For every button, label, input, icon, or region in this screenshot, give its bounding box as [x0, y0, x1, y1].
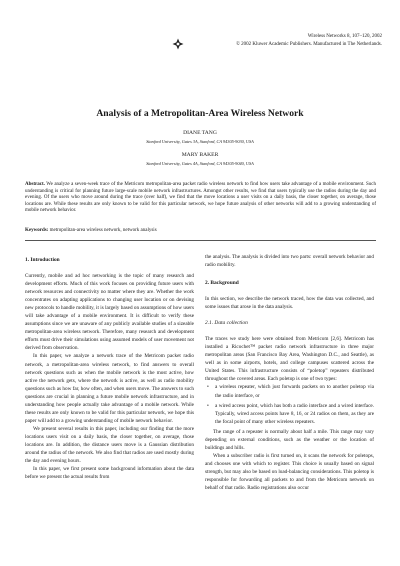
- body-paragraph: The traces we study here were obtained from Metricom [2,6]. Metricom has installed a Ricochet™ packet radio network infrastructure in three major metropolitan areas (San Francisco Bay Area, Washington D.C., and Seattle), as well as in some airports, hotels, and college campuses scattered across the United States. This infrastructure consists of “poletop” repeaters distributed throughout the covered areas. Each poletop is one of two types:: [205, 336, 374, 383]
- paper-title: Analysis of a Metropolitan-Area Wireless Network: [96, 108, 304, 119]
- author-name: MARY BAKER: [181, 152, 219, 158]
- bullet-list: [205, 383, 374, 425]
- bullet-icon: •: [207, 402, 209, 409]
- keywords-text: metropolitan-area wireless network, network analysis: [49, 228, 157, 233]
- body-paragraph: The range of a repeater is normally about half a mile. This range may vary depending on external conditions, such as the weather or the location of buildings and hills.: [205, 428, 374, 451]
- list-item-text: a wireless repeater, which just forwards packets on to another poletop via the radio interface, or: [215, 384, 374, 399]
- copyright-notice: © 2002 Kluwer Academic Publishers. Manufactured in The Netherlands.: [236, 42, 382, 47]
- list-item: [205, 383, 374, 399]
- section-divider: [25, 240, 376, 241]
- body-paragraph: Currently, mobile and ad hoc networking is the topic of many research and development efforts. Much of this work focuses on providing future users with network resources and connectivity no matter where they are. Whether the work concentrates on adapting applications to changing user location or on devising new protocols to handle mobility, it is largely based on assumptions of how users will take advantage of a mobile environment. It is difficult to verify these assumptions since we are unaware of any publicly available studies of a sizeable metropolitan-area wireless network. Therefore, many research and development efforts must drive their simulations using assumed models of user movement not derived from observation.: [25, 273, 194, 352]
- right-column: [205, 253, 374, 492]
- list-item-text: a wired access point, which has both a radio interface and a wired interface. Typically, wired access points have 8, 16, or 24 radios on them, as they are the focal point of many other wireless repeaters.: [215, 402, 374, 425]
- abstract-label: Abstract.: [25, 182, 45, 187]
- abstract-text: We analyze a seven-week trace of the Metricom metropolitan-area packet radio wireless network to find how users take advantage of a mobile environment. Such understanding is critical for planning future large-scale mobile network infrastructures. Amongst other results, we find that users typically use the radios during the day and evening. Of the users who move around during the trace (over half), we find that the move locations a user visits on a daily basis, the closer together, on average, those locations are. While these results are only known to be valid for this particular network, we hope future analysis of other networks will add to a growing understanding of mobile network behavior.: [25, 182, 376, 214]
- list-item: [205, 402, 374, 426]
- subsection-heading: 2.1. Data collection: [205, 320, 248, 327]
- kluwer-logo-icon: [172, 38, 184, 50]
- bullet-icon: •: [207, 384, 209, 391]
- body-paragraph: In this paper, we analyze a network trace of the Metricom packet radio network, a metropolitan-area wireless network, to find answers to overall network questions such as when the mobile network is the most active, how active the network gets, where the network is active, as well as radio mobility questions such as how far, how often, and when users move. The answers to such questions are crucial in planning a future mobile network infrastructure, and in understanding how people actually take advantage of a mobile network. While these results are only known to be valid for this particular network, we hope this paper will add to a growing understanding of mobile network behavior.: [25, 353, 194, 424]
- section-heading: 1. Introduction: [25, 257, 60, 263]
- journal-citation: Wireless Networks 8, 107–120, 2002: [307, 34, 382, 39]
- body-paragraph: the analysis. The analysis is divided into two parts: overall network behavior and radio mobility.: [205, 254, 374, 269]
- keywords-label: Keywords:: [25, 228, 49, 233]
- left-column: [25, 256, 194, 481]
- body-paragraph: When a subscriber radio is first turned on, it scans the network for poletops, and chooses one with which to register. This choice is usually based on signal strength, but may also be based on load-balancing considerations. This poletop is responsible for forwarding all packets to and from the Metricom network on behalf of that radio. Radio registrations also occur: [205, 452, 374, 492]
- body-paragraph: In this section, we describe the network traced, how the data was collected, and some issues that arose in the data analysis.: [205, 296, 374, 311]
- author-name: DIANE TANG: [183, 130, 217, 136]
- abstract: [25, 182, 376, 215]
- author-affiliation: Stanford University, Gates 4A, Stanford, CA 94305-9040, USA: [146, 161, 254, 166]
- body-paragraph: In this paper, we first present some background information about the data before we present the actual results from: [25, 466, 194, 481]
- section-heading: 2. Background: [205, 280, 239, 287]
- author-affiliation: Stanford University, Gates 3A, Stanford, CA 94305-9030, USA: [146, 139, 254, 144]
- keywords: [25, 228, 157, 233]
- body-paragraph: We present several results in this paper, including our finding that the more locations users visit on a daily basis, the closer together, on average, those locations are. In addition, the distance users move is a Gaussian distribution around the radius of the network. We also find that radios are used mostly during the day and evening hours.: [25, 425, 194, 465]
